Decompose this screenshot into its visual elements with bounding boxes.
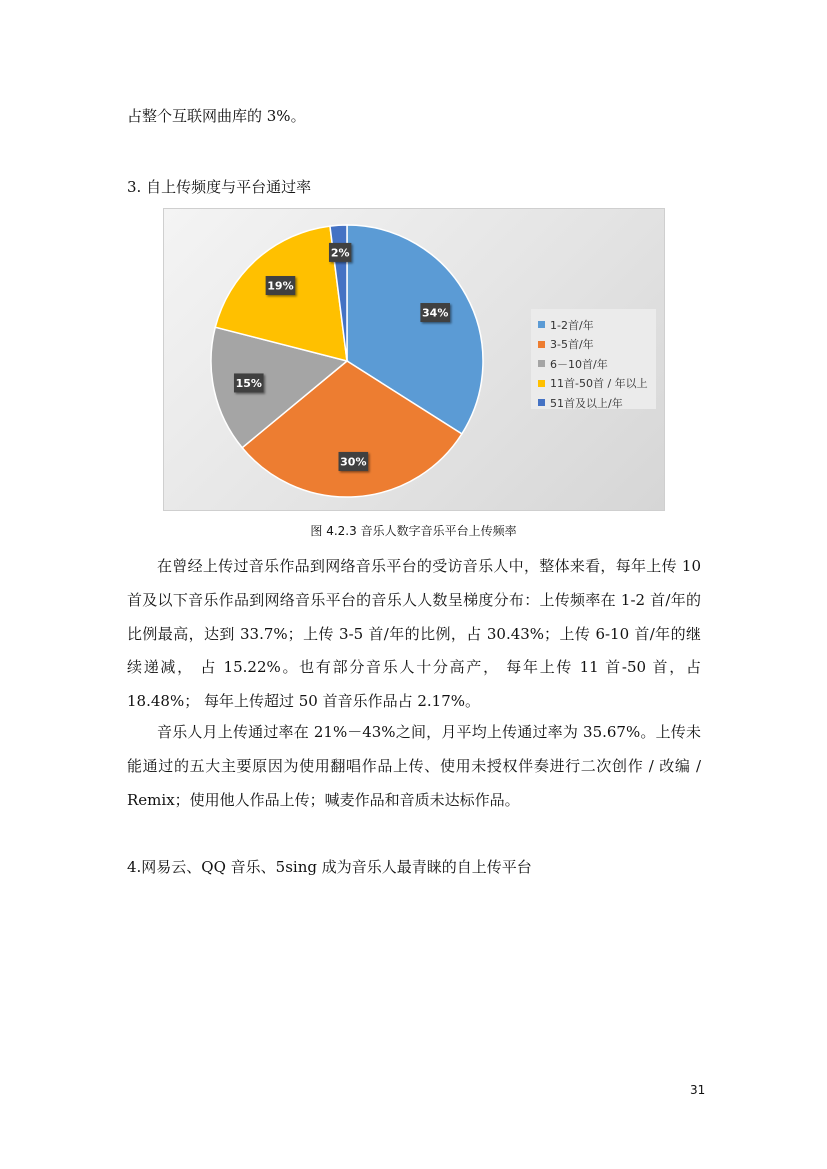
data-label-text-3: 15% bbox=[235, 376, 262, 390]
paragraph-pass-rate: 音乐人月上传通过率在 21%－43%之间，月平均上传通过率为 35.67%。上传未能通过的五大主要原因为使用翻唱作品上传、使用未授权伴奏进行二次创作 / 改编 / Remix；使用他人作品上传；喊麦作品和音质未达标作品。 bbox=[127, 723, 701, 809]
data-label-4 bbox=[266, 276, 296, 295]
legend-swatch-3 bbox=[538, 360, 545, 367]
legend-item-3 bbox=[538, 354, 656, 374]
legend-item-2 bbox=[538, 335, 656, 355]
legend-label-3: 6－10首/年 bbox=[550, 357, 608, 371]
data-label-1 bbox=[420, 303, 450, 322]
data-label-3 bbox=[234, 373, 264, 392]
legend-label-2: 3-5首/年 bbox=[550, 338, 594, 352]
legend-item-4 bbox=[538, 374, 656, 394]
data-label-2 bbox=[339, 452, 369, 471]
data-label-text-2: 30% bbox=[340, 455, 367, 469]
legend-item-5 bbox=[538, 393, 656, 413]
legend-label-4: 11首-50首 / 年以上 bbox=[550, 377, 648, 391]
data-label-text-1: 34% bbox=[422, 306, 449, 320]
legend-swatch-1 bbox=[538, 321, 545, 328]
page-number: 31 bbox=[690, 1083, 706, 1097]
chart-legend bbox=[531, 309, 656, 409]
data-label-5 bbox=[329, 243, 351, 262]
legend-swatch-2 bbox=[538, 341, 545, 348]
legend-swatch-5 bbox=[538, 399, 545, 406]
top-line: 占整个互联网曲库的 3%。 bbox=[127, 107, 306, 125]
figure-caption: 图 4.2.3 音乐人数字音乐平台上传频率 bbox=[310, 524, 517, 538]
paragraph-upload-frequency: 在曾经上传过音乐作品到网络音乐平台的受访音乐人中，整体来看，每年上传 10 首及以下音乐作品到网络音乐平台的音乐人人数呈梯度分布：上传频率在 1-2 首/年的比例最高，达到 33.7%；上传 3-5 首/年的比例，占 30.43%；上传 6-10 首/年的继续递减， 占 15.22%。也有部分音乐人十分高产， 每年上传 11 首-50 首，占 18.48%； 每年上传超过 50 首音乐作品占 2.17%。 bbox=[127, 557, 701, 711]
legend-swatch-4 bbox=[538, 380, 545, 387]
data-label-text-4: 19% bbox=[267, 279, 294, 293]
legend-item-1 bbox=[538, 315, 656, 335]
section-3-heading: 3. 自上传频度与平台通过率 bbox=[127, 178, 312, 196]
legend-label-5: 51首及以上/年 bbox=[550, 396, 623, 410]
data-label-text-5: 2% bbox=[330, 246, 350, 260]
pie-chart bbox=[163, 208, 665, 511]
section-4-heading: 4.网易云、QQ 音乐、5sing 成为音乐人最青睐的自上传平台 bbox=[127, 858, 532, 876]
legend-label-1: 1-2首/年 bbox=[550, 318, 594, 332]
